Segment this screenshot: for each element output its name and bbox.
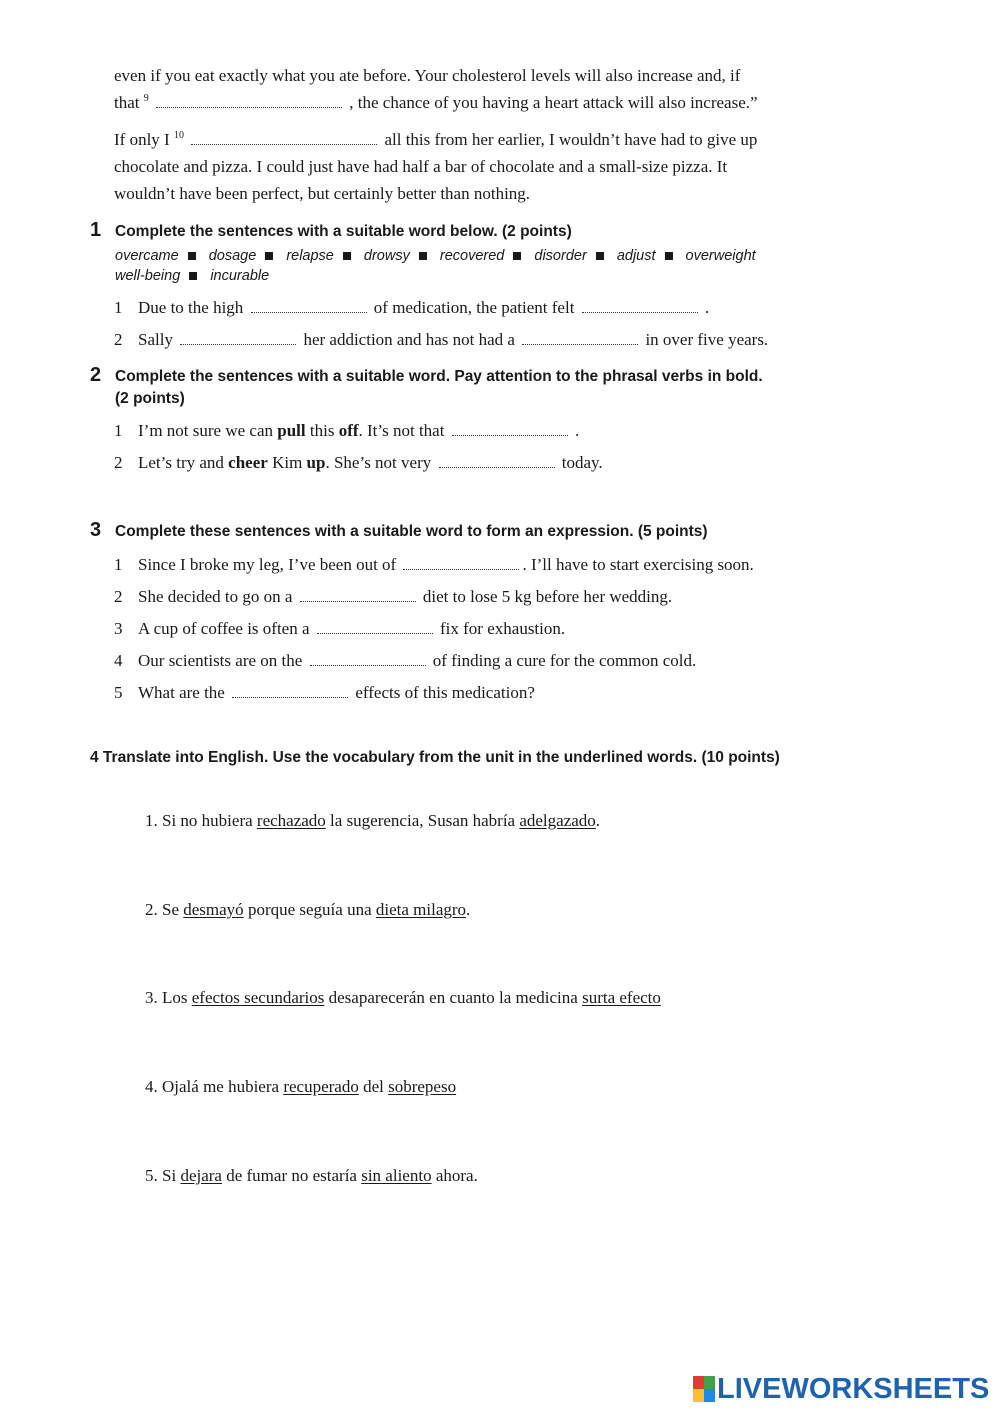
answer-blank-10[interactable] <box>191 132 377 145</box>
section-3-item-2 <box>114 587 672 607</box>
logo-tile <box>693 1376 704 1389</box>
item-text: Si no hubiera <box>162 811 253 830</box>
item-text: Los <box>162 988 188 1007</box>
bullet-square-icon <box>265 252 273 260</box>
logo-tile <box>704 1376 715 1389</box>
underlined-word: surta efecto <box>582 988 661 1007</box>
section-1-item-1 <box>114 298 709 318</box>
item-text: effects of this medication? <box>355 683 535 702</box>
underlined-word: desmayó <box>183 900 244 919</box>
answer-blank[interactable] <box>180 332 296 345</box>
item-number: 2 <box>114 453 123 472</box>
translation-item-1 <box>145 811 600 831</box>
underlined-word: dejara <box>180 1166 222 1185</box>
item-text: of medication, the patient felt <box>373 298 575 317</box>
logo-tile <box>693 1389 704 1402</box>
word-option: overweight <box>685 248 756 264</box>
item-text: A cup of coffee is often a <box>138 619 310 638</box>
reading-text: that <box>114 93 140 112</box>
item-number: 1 <box>114 298 123 317</box>
reading-line-5: wouldn’t have been perfect, but certainly better than nothing. <box>114 184 531 203</box>
answer-blank[interactable] <box>317 621 433 634</box>
word-option: disorder <box>534 248 587 264</box>
bullet-square-icon <box>189 272 197 280</box>
item-text: ahora. <box>435 1166 478 1185</box>
item-text: . I’ll have to start exercising soon. <box>522 555 754 574</box>
answer-blank[interactable] <box>310 653 426 666</box>
item-text: of finding a cure for the common cold. <box>432 651 697 670</box>
underlined-word: dieta milagro <box>375 900 467 919</box>
item-text: diet to lose 5 kg before her wedding. <box>422 587 673 606</box>
phrasal-verb-bold: up <box>306 453 326 472</box>
reading-line-4: chocolate and pizza. I could just have had half a bar of chocolate and a small-size pizza. It <box>114 157 728 176</box>
bullet-square-icon <box>665 252 673 260</box>
section-3-title: Complete these sentences with a suitable word to form an expression. (5 points) <box>115 523 708 540</box>
reading-text: , the chance of you having a heart attack will also increase.” <box>349 93 758 112</box>
word-box-line-2 <box>115 268 269 284</box>
underlined-word: sobrepeso <box>388 1077 457 1096</box>
phrasal-verb-bold: off <box>338 421 359 440</box>
item-text: her addiction and has not had a <box>303 330 515 349</box>
item-text: Our scientists are on the <box>138 651 303 670</box>
phrasal-verb-bold: pull <box>277 421 306 440</box>
word-option: incurable <box>210 268 270 284</box>
answer-blank[interactable] <box>522 332 638 345</box>
gap-number-9: 9 <box>143 93 149 104</box>
item-number: 3 <box>114 619 123 638</box>
item-number: 2 <box>114 587 123 606</box>
item-text: . <box>704 298 710 317</box>
answer-blank[interactable] <box>232 685 348 698</box>
item-text: . <box>466 900 471 919</box>
section-3-item-3 <box>114 619 565 639</box>
item-text: del <box>363 1077 384 1096</box>
bullet-square-icon <box>343 252 351 260</box>
item-number: 1 <box>114 421 123 440</box>
section-2-item-1 <box>114 421 579 441</box>
item-number: 3. <box>145 988 158 1007</box>
bullet-square-icon <box>419 252 427 260</box>
item-text: de fumar no estaría <box>226 1166 357 1185</box>
item-text: Sally <box>138 330 173 349</box>
answer-blank[interactable] <box>300 589 416 602</box>
word-option: well-being <box>115 268 181 284</box>
item-text: She decided to go on a <box>138 587 293 606</box>
section-3-number: 3 <box>90 519 102 541</box>
item-text: I’m not sure we can <box>138 421 274 440</box>
item-text: Let’s try and <box>138 453 224 472</box>
item-number: 1. <box>145 811 158 830</box>
translation-item-5 <box>145 1166 478 1186</box>
section-2-item-2 <box>114 453 603 473</box>
item-text: Since I broke my leg, I’ve been out of <box>138 555 397 574</box>
liveworksheets-wordmark: LIVEWORKSHEETS <box>717 1372 990 1405</box>
item-text: Se <box>162 900 179 919</box>
answer-blank[interactable] <box>251 300 367 313</box>
item-text: Kim <box>272 453 303 472</box>
reading-line-2 <box>114 93 758 113</box>
section-3-item-5 <box>114 683 535 703</box>
word-option: recovered <box>439 248 505 264</box>
section-2-number: 2 <box>90 364 102 386</box>
answer-blank[interactable] <box>452 423 568 436</box>
section-1-number: 1 <box>90 219 102 241</box>
word-option: drowsy <box>363 248 410 264</box>
reading-text: If only I <box>114 130 170 149</box>
word-option: overcame <box>115 248 179 264</box>
bullet-square-icon <box>596 252 604 260</box>
section-2-title-line-1: Complete the sentences with a suitable word. Pay attention to the phrasal verbs in bold. <box>115 368 763 385</box>
word-box-line-1 <box>115 248 756 264</box>
answer-blank[interactable] <box>582 300 698 313</box>
reading-line-3 <box>114 130 757 150</box>
translation-item-4 <box>145 1077 456 1097</box>
section-2-title-line-2: (2 points) <box>115 390 185 407</box>
item-text: Si <box>162 1166 177 1185</box>
logo-tile <box>704 1389 715 1402</box>
item-text: Due to the high <box>138 298 244 317</box>
answer-blank[interactable] <box>439 455 555 468</box>
gap-number-10: 10 <box>173 130 184 141</box>
item-number: 2 <box>114 330 123 349</box>
item-text: desaparecerán en cuanto la medicina <box>328 988 578 1007</box>
word-option: adjust <box>616 248 656 264</box>
word-option: relapse <box>286 248 334 264</box>
item-text: fix for exhaustion. <box>440 619 566 638</box>
item-text: What are the <box>138 683 225 702</box>
section-4-title: 4 Translate into English. Use the vocabulary from the unit in the underlined words. (10 points) <box>90 749 780 766</box>
item-text: today. <box>561 453 603 472</box>
section-1-item-2 <box>114 330 768 350</box>
item-text: this <box>309 421 335 440</box>
item-number: 5 <box>114 683 123 702</box>
reading-text: all this from her earlier, I wouldn’t have had to give up <box>384 130 758 149</box>
item-text: . <box>574 421 580 440</box>
reading-line-1: even if you eat exactly what you ate before. Your cholesterol levels will also increase and, if <box>114 66 741 85</box>
item-text: . <box>595 811 601 830</box>
bullet-square-icon <box>513 252 521 260</box>
underlined-word: adelgazado <box>519 811 596 830</box>
liveworksheets-logo-icon <box>693 1376 715 1402</box>
section-3-item-1 <box>114 555 754 575</box>
item-number: 4. <box>145 1077 158 1096</box>
answer-blank-9[interactable] <box>156 95 342 108</box>
underlined-word: sin aliento <box>361 1166 432 1185</box>
item-text: Ojalá me hubiera <box>162 1077 280 1096</box>
item-number: 5. <box>145 1166 158 1185</box>
section-1-title: Complete the sentences with a suitable word below. (2 points) <box>115 223 572 240</box>
phrasal-verb-bold: cheer <box>228 453 268 472</box>
translation-item-3 <box>145 988 661 1008</box>
item-number: 4 <box>114 651 123 670</box>
item-text: la sugerencia, Susan habría <box>330 811 516 830</box>
answer-blank[interactable] <box>403 557 519 570</box>
item-text: porque seguía una <box>247 900 372 919</box>
underlined-word: rechazado <box>256 811 326 830</box>
item-number: 1 <box>114 555 123 574</box>
underlined-word: recuperado <box>283 1077 359 1096</box>
item-text: . She’s not very <box>325 453 432 472</box>
translation-item-2 <box>145 900 470 920</box>
item-text: . It’s not that <box>358 421 445 440</box>
item-text: in over five years. <box>645 330 769 349</box>
section-3-item-4 <box>114 651 696 671</box>
underlined-word: efectos secundarios <box>191 988 325 1007</box>
bullet-square-icon <box>188 252 196 260</box>
liveworksheets-logo <box>693 1374 989 1404</box>
item-number: 2. <box>145 900 158 919</box>
word-option: dosage <box>208 248 257 264</box>
